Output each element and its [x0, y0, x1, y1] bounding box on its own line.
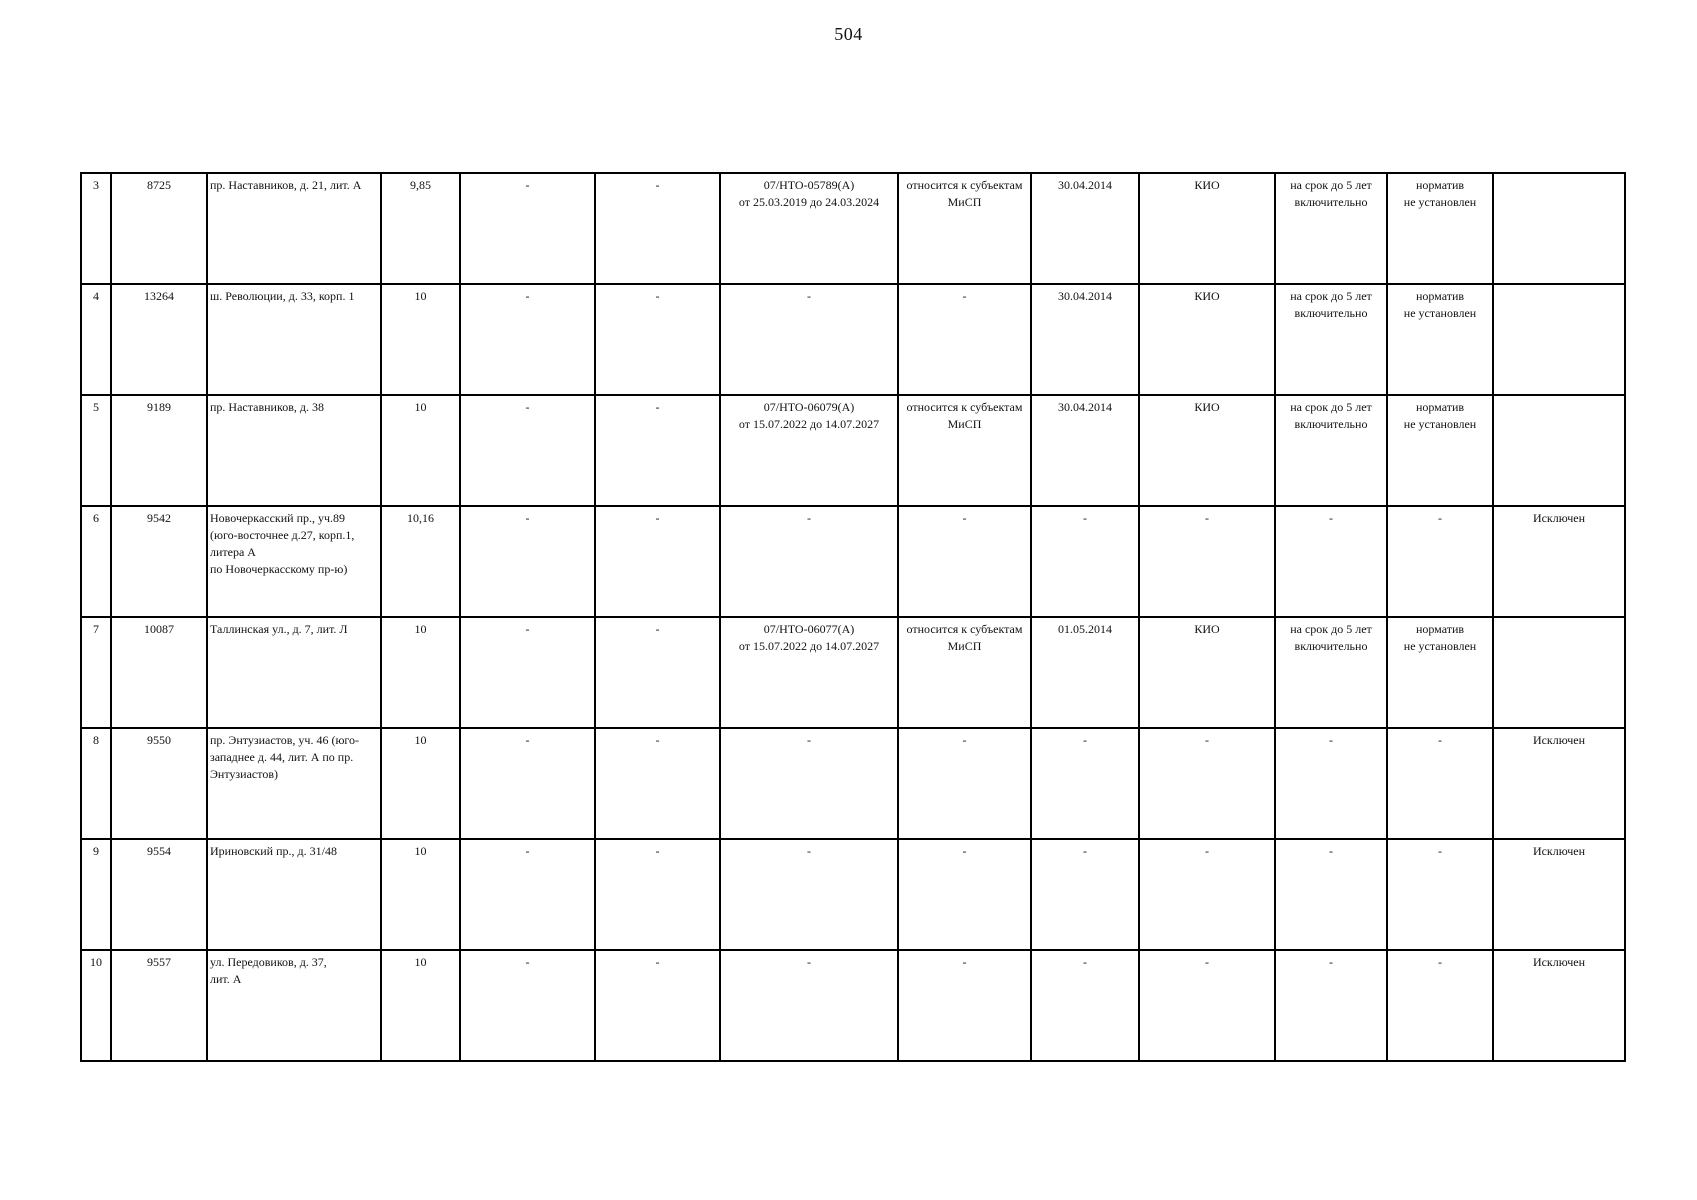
cell-object-id: 9189	[111, 395, 207, 506]
cell-sme-status: -	[898, 950, 1031, 1061]
cell-term: -	[1275, 506, 1387, 617]
cell-area: 10	[381, 617, 460, 728]
cell-column-5: -	[460, 617, 595, 728]
registry-table	[80, 172, 1626, 1062]
cell-column-5: -	[460, 395, 595, 506]
cell-norm: -	[1387, 506, 1493, 617]
table-row	[81, 506, 1625, 617]
cell-column-6: -	[595, 839, 720, 950]
table-row	[81, 728, 1625, 839]
cell-date: -	[1031, 728, 1139, 839]
cell-area: 9,85	[381, 173, 460, 284]
cell-contract: 07/НТО-06079(А) от 15.07.2022 до 14.07.2027	[720, 395, 898, 506]
cell-column-6: -	[595, 395, 720, 506]
cell-column-6: -	[595, 617, 720, 728]
cell-row-number: 4	[81, 284, 111, 395]
cell-sme-status: -	[898, 728, 1031, 839]
cell-object-id: 9542	[111, 506, 207, 617]
cell-column-5: -	[460, 728, 595, 839]
cell-note: Исключен	[1493, 506, 1625, 617]
cell-term: на срок до 5 лет включительно	[1275, 284, 1387, 395]
cell-area: 10	[381, 728, 460, 839]
cell-term: -	[1275, 950, 1387, 1061]
cell-note: Исключен	[1493, 950, 1625, 1061]
cell-norm: -	[1387, 839, 1493, 950]
cell-contract: 07/НТО-06077(А) от 15.07.2022 до 14.07.2027	[720, 617, 898, 728]
table-row	[81, 617, 1625, 728]
cell-norm: -	[1387, 950, 1493, 1061]
table-row	[81, 950, 1625, 1061]
cell-column-5: -	[460, 839, 595, 950]
cell-sme-status: -	[898, 284, 1031, 395]
cell-contract: -	[720, 284, 898, 395]
cell-organization: -	[1139, 506, 1275, 617]
cell-area: 10,16	[381, 506, 460, 617]
cell-norm: -	[1387, 728, 1493, 839]
cell-column-5: -	[460, 173, 595, 284]
cell-date: -	[1031, 950, 1139, 1061]
cell-column-6: -	[595, 728, 720, 839]
cell-column-6: -	[595, 950, 720, 1061]
cell-object-id: 9550	[111, 728, 207, 839]
cell-object-id: 9554	[111, 839, 207, 950]
cell-area: 10	[381, 839, 460, 950]
cell-object-id: 13264	[111, 284, 207, 395]
cell-sme-status: -	[898, 506, 1031, 617]
cell-norm: норматив не установлен	[1387, 173, 1493, 284]
cell-address: пр. Энтузиастов, уч. 46 (юго- западнее д. 44, лит. А по пр. Энтузиастов)	[207, 728, 381, 839]
cell-note	[1493, 395, 1625, 506]
cell-column-5: -	[460, 506, 595, 617]
table-row	[81, 173, 1625, 284]
cell-date: 30.04.2014	[1031, 395, 1139, 506]
cell-date: -	[1031, 839, 1139, 950]
cell-column-5: -	[460, 284, 595, 395]
cell-area: 10	[381, 284, 460, 395]
cell-date: 01.05.2014	[1031, 617, 1139, 728]
cell-row-number: 9	[81, 839, 111, 950]
cell-column-6: -	[595, 284, 720, 395]
cell-note	[1493, 617, 1625, 728]
cell-norm: норматив не установлен	[1387, 284, 1493, 395]
cell-contract: -	[720, 950, 898, 1061]
cell-address: ш. Революции, д. 33, корп. 1	[207, 284, 381, 395]
cell-term: -	[1275, 839, 1387, 950]
cell-note: Исключен	[1493, 728, 1625, 839]
cell-address: Ириновский пр., д. 31/48	[207, 839, 381, 950]
cell-sme-status: относится к субъектам МиСП	[898, 173, 1031, 284]
cell-sme-status: -	[898, 839, 1031, 950]
cell-organization: КИО	[1139, 617, 1275, 728]
cell-object-id: 10087	[111, 617, 207, 728]
cell-column-6: -	[595, 506, 720, 617]
cell-organization: -	[1139, 950, 1275, 1061]
cell-norm: норматив не установлен	[1387, 395, 1493, 506]
cell-contract: -	[720, 728, 898, 839]
cell-contract: -	[720, 839, 898, 950]
cell-date: 30.04.2014	[1031, 284, 1139, 395]
cell-term: на срок до 5 лет включительно	[1275, 173, 1387, 284]
cell-term: на срок до 5 лет включительно	[1275, 617, 1387, 728]
cell-sme-status: относится к субъектам МиСП	[898, 395, 1031, 506]
cell-row-number: 6	[81, 506, 111, 617]
cell-address: пр. Наставников, д. 21, лит. А	[207, 173, 381, 284]
cell-row-number: 10	[81, 950, 111, 1061]
cell-date: 30.04.2014	[1031, 173, 1139, 284]
cell-row-number: 3	[81, 173, 111, 284]
cell-term: на срок до 5 лет включительно	[1275, 395, 1387, 506]
cell-contract: -	[720, 506, 898, 617]
cell-area: 10	[381, 950, 460, 1061]
cell-norm: норматив не установлен	[1387, 617, 1493, 728]
cell-organization: -	[1139, 839, 1275, 950]
cell-area: 10	[381, 395, 460, 506]
cell-note	[1493, 284, 1625, 395]
cell-column-6: -	[595, 173, 720, 284]
cell-object-id: 9557	[111, 950, 207, 1061]
cell-object-id: 8725	[111, 173, 207, 284]
cell-note: Исключен	[1493, 839, 1625, 950]
cell-organization: КИО	[1139, 284, 1275, 395]
cell-address: ул. Передовиков, д. 37, лит. А	[207, 950, 381, 1061]
cell-row-number: 8	[81, 728, 111, 839]
cell-address: пр. Наставников, д. 38	[207, 395, 381, 506]
cell-organization: -	[1139, 728, 1275, 839]
cell-address: Таллинская ул., д. 7, лит. Л	[207, 617, 381, 728]
cell-row-number: 7	[81, 617, 111, 728]
cell-address: Новочеркасский пр., уч.89 (юго-восточнее д.27, корп.1, литера А по Новочеркасскому пр-ю)	[207, 506, 381, 617]
cell-organization: КИО	[1139, 395, 1275, 506]
cell-date: -	[1031, 506, 1139, 617]
cell-note	[1493, 173, 1625, 284]
table-row	[81, 839, 1625, 950]
table-row	[81, 284, 1625, 395]
cell-organization: КИО	[1139, 173, 1275, 284]
page-number: 504	[834, 24, 863, 44]
cell-column-5: -	[460, 950, 595, 1061]
cell-term: -	[1275, 728, 1387, 839]
cell-contract: 07/НТО-05789(А) от 25.03.2019 до 24.03.2024	[720, 173, 898, 284]
table-row	[81, 395, 1625, 506]
cell-row-number: 5	[81, 395, 111, 506]
cell-sme-status: относится к субъектам МиСП	[898, 617, 1031, 728]
